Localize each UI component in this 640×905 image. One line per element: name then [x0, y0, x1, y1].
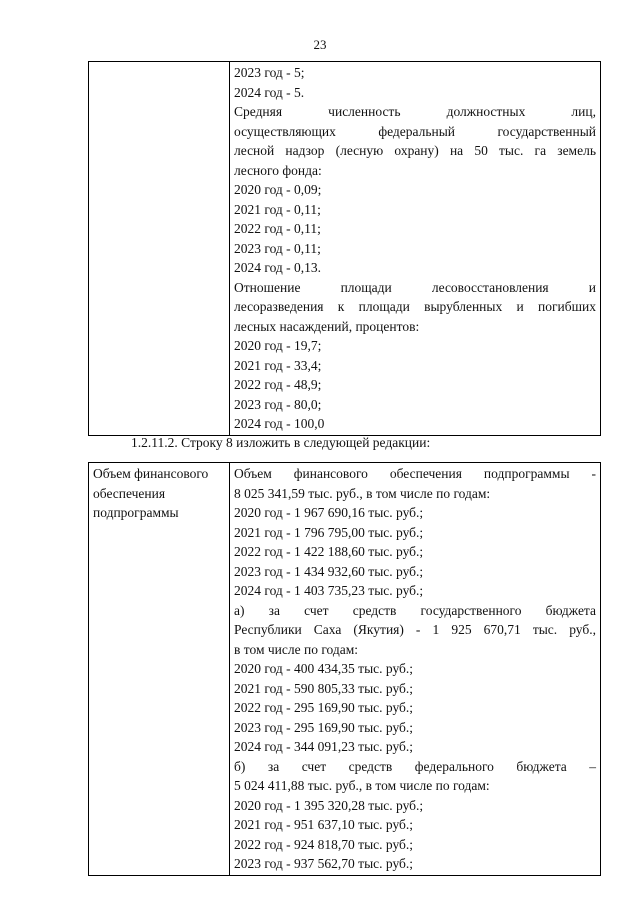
text-line: 2021 год - 951 637,10 тыс. руб.; [234, 817, 414, 832]
text-line: в том числе по годам: [234, 641, 359, 657]
text-line: 2022 год - 48,9; [234, 377, 322, 392]
text-line: 2024 год - 344 091,23 тыс. руб.; [234, 739, 414, 754]
text-line: 2023 год - 0,11; [234, 240, 321, 256]
text-line: 2024 год - 1 403 735,23 тыс. руб.; [234, 583, 424, 598]
financing-table [88, 462, 601, 876]
text-line: Объем финансового обеспечения подпрограммы - [234, 466, 596, 481]
text-line: 2020 год - 19,7; [234, 338, 322, 353]
table-row [89, 62, 601, 436]
text-line: обеспечения [93, 485, 166, 501]
text-line: 2020 год - 1 395 320,28 тыс. руб.; [234, 797, 424, 813]
text-line: 2023 год - 80,0; [234, 396, 322, 412]
text-line: Объем финансового [93, 466, 209, 481]
text-line: 2020 год - 1 967 690,16 тыс. руб.; [234, 505, 424, 520]
text-line: лесоразведения к площади вырубленных и погибших [234, 299, 596, 314]
text-line: 2021 год - 0,11; [234, 201, 321, 217]
text-line: 5 024 411,88 тыс. руб., в том числе по годам: [234, 778, 490, 793]
text-line: 2024 год - 100,0 [234, 416, 325, 431]
text-line: 2021 год - 1 796 795,00 тыс. руб.; [234, 524, 424, 540]
page-number: 23 [313, 37, 327, 52]
indicators-table [88, 61, 601, 436]
left-cell [89, 62, 230, 436]
text-line: 2024 год - 0,13. [234, 260, 322, 275]
text-line: 2022 год - 1 422 188,60 тыс. руб.; [234, 544, 424, 559]
text-line: 2021 год - 33,4; [234, 357, 322, 373]
text-line: 2020 год - 0,09; [234, 182, 322, 197]
text-line: 2022 год - 0,11; [234, 221, 321, 236]
text-line: лесных насаждений, процентов: [234, 318, 420, 334]
text-line: 2023 год - 937 562,70 тыс. руб.; [234, 856, 414, 871]
financing-label-cell [89, 463, 230, 876]
text-line: Отношение площади лесовосстановления и [234, 279, 596, 295]
text-line: 8 025 341,59 тыс. руб., в том числе по годам: [234, 485, 491, 501]
text-line: 2023 год - 5; [234, 65, 305, 80]
text-line: 2023 год - 295 169,90 тыс. руб.; [234, 719, 414, 735]
text-line: лесной надзор (лесную охрану) на 50 тыс. га земель [234, 143, 596, 158]
text-line: 2021 год - 590 805,33 тыс. руб.; [234, 680, 414, 696]
text-line: а) за счет средств государственного бюджета [234, 602, 596, 618]
text-line: 2024 год - 5. [234, 84, 305, 100]
text-line: 2023 год - 1 434 932,60 тыс. руб.; [234, 563, 424, 579]
text-line: лесного фонда: [234, 162, 322, 178]
table-row [89, 463, 601, 876]
text-line: подпрограммы [93, 505, 179, 520]
text-line: осуществляющих федеральный государственный [234, 123, 596, 139]
text-line: 2022 год - 924 818,70 тыс. руб.; [234, 836, 414, 852]
text-line: 2022 год - 295 169,90 тыс. руб.; [234, 700, 414, 715]
text-line: 2020 год - 400 434,35 тыс. руб.; [234, 661, 414, 676]
indicators-cell [230, 62, 601, 436]
text-line: Средняя численность должностных лиц, [234, 104, 596, 119]
text-line: Республики Саха (Якутия) - 1 925 670,71 тыс. руб., [234, 622, 596, 637]
financing-values-cell [230, 463, 601, 876]
instruction-paragraph: 1.2.11.2. Строку 8 изложить в следующей редакции: [131, 435, 431, 450]
text-line: б) за счет средств федерального бюджета – [234, 758, 596, 774]
